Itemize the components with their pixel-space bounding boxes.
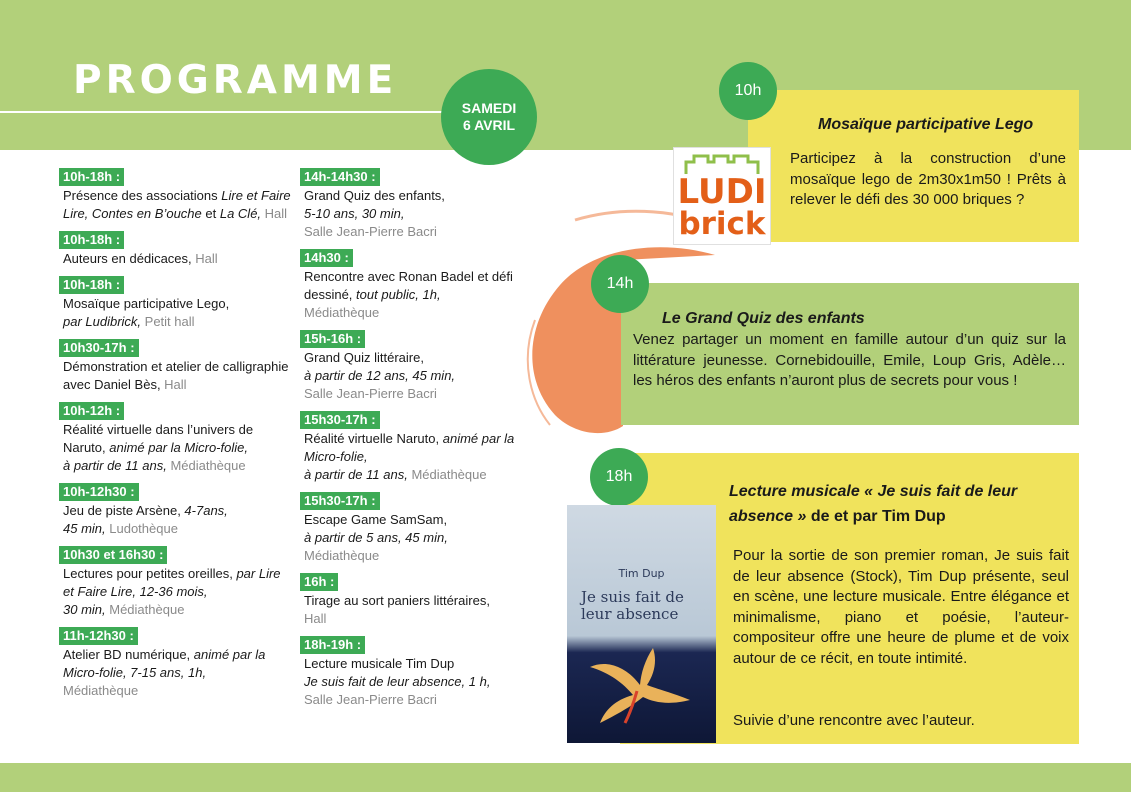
program-item xyxy=(59,276,294,331)
program-text: 5-10 ans, 30 min, xyxy=(304,206,405,221)
program-text: 4-7ans, xyxy=(184,503,228,518)
program-item xyxy=(300,573,515,628)
program-description xyxy=(59,250,294,268)
program-text: Mosaïque participative Lego, xyxy=(63,296,230,311)
quiz-text: Venez partager un moment en famille autour d’un quiz sur la littérature jeunesse. Cornebidouille, Emile, Loup Gris, Adèle… les héros des enfants n’auront plus de secrets pour vous ! xyxy=(633,331,1066,389)
program-description xyxy=(59,421,294,475)
program-text: Réalité virtuelle dans l’univers de Naruto, xyxy=(63,422,254,455)
program-time-badge: 15h30-17h : xyxy=(300,492,380,510)
reading-title xyxy=(729,479,1059,529)
logo-word-brick: brick xyxy=(678,206,766,242)
program-time-badge: 10h-12h : xyxy=(59,402,124,420)
lego-title: Mosaïque participative Lego xyxy=(818,116,1034,133)
program-time-badge: 10h-18h : xyxy=(59,168,124,186)
program-text: Auteurs en dédicaces, xyxy=(63,251,196,266)
program-item xyxy=(59,546,294,619)
program-time-badge: 14h-14h30 : xyxy=(300,168,380,186)
program-place: Petit hall xyxy=(144,314,195,329)
book-author: Tim Dup xyxy=(618,567,665,580)
program-place: Médiathèque xyxy=(304,548,380,563)
program-text: Lire et Faire Lire, Contes en B’ouche xyxy=(63,188,291,221)
program-time-badge: 18h-19h : xyxy=(300,636,365,654)
program-item xyxy=(59,402,294,475)
program-text: et xyxy=(201,206,220,221)
bird-illustration xyxy=(585,645,695,725)
hour-badge-18h: 18h xyxy=(590,448,648,506)
program-text: Grand Quiz des enfants, xyxy=(304,188,445,203)
program-place: Hall xyxy=(164,377,187,392)
program-item xyxy=(59,168,294,223)
quiz-title: Le Grand Quiz des enfants xyxy=(662,310,865,327)
book-title: Je suis fait de leur absence xyxy=(581,588,684,623)
program-place: Médiathèque xyxy=(411,467,487,482)
program-description xyxy=(59,646,294,700)
program-place: Salle Jean-Pierre Bacri xyxy=(304,224,437,239)
program-item xyxy=(59,339,294,394)
program-time-badge: 10h30 et 16h30 : xyxy=(59,546,167,564)
program-place: Hall xyxy=(261,206,288,221)
date-day: SAMEDI xyxy=(461,100,517,116)
program-description xyxy=(59,502,294,538)
program-text: Démonstration et atelier de calligraphie avec Daniel Bès, xyxy=(63,359,289,392)
program-text: Jeu de piste Arsène, xyxy=(63,503,185,518)
title-rule xyxy=(0,111,445,113)
program-text: à partir de 12 ans, 45 min, xyxy=(304,368,456,383)
program-time-badge: 15h-16h : xyxy=(300,330,365,348)
program-time-badge: 10h-18h : xyxy=(59,276,124,294)
program-text: animé par la Micro-folie, xyxy=(109,440,248,455)
program-place: Médiathèque xyxy=(109,602,185,617)
program-place: Salle Jean-Pierre Bacri xyxy=(304,692,437,707)
program-description xyxy=(59,187,294,223)
program-column-left xyxy=(59,168,294,708)
program-item xyxy=(300,636,515,709)
program-place: Médiathèque xyxy=(63,683,139,698)
program-text: par Lire et Faire Lire, 12-36 mois, xyxy=(63,566,281,599)
reading-title-italic: Lecture musicale « Je suis fait de leur absence » xyxy=(729,483,1018,525)
hour-badge-14h: 14h xyxy=(591,255,649,313)
program-place: Hall xyxy=(195,251,218,266)
program-item xyxy=(59,483,294,538)
program-text: Tirage au sort paniers littéraires, xyxy=(304,593,490,608)
program-place: Médiathèque xyxy=(304,305,380,320)
program-description xyxy=(300,187,515,241)
program-time-badge: 10h-18h : xyxy=(59,231,124,249)
bottom-band xyxy=(0,763,1131,792)
program-text: Je suis fait de leur absence, 1 h, xyxy=(304,674,491,689)
program-text: à partir de 11 ans, xyxy=(63,458,171,473)
program-item xyxy=(300,168,515,241)
program-text: animé par la Micro-folie, 7-15 ans, 1h, xyxy=(63,647,266,680)
program-item xyxy=(300,249,515,322)
program-description xyxy=(59,295,294,331)
program-text: Présence des associations xyxy=(63,188,222,203)
program-column-right xyxy=(300,168,515,717)
program-item xyxy=(59,231,294,268)
program-description xyxy=(300,430,515,484)
program-text: Lecture musicale Tim Dup xyxy=(304,656,455,671)
ludibrick-logo xyxy=(673,147,771,245)
program-text: animé par la Micro-folie, xyxy=(304,431,515,464)
program-text: La Clé, xyxy=(219,206,262,221)
program-item xyxy=(300,492,515,565)
program-place: Ludothèque xyxy=(109,521,178,536)
program-time-badge: 15h30-17h : xyxy=(300,411,380,429)
program-place: Salle Jean-Pierre Bacri xyxy=(304,386,437,401)
date-badge xyxy=(441,69,537,165)
program-text: par Ludibrick, xyxy=(63,314,145,329)
program-time-badge: 16h : xyxy=(300,573,338,591)
program-item xyxy=(300,330,515,403)
program-text: Réalité virtuelle Naruto, xyxy=(304,431,443,446)
program-description xyxy=(300,592,515,628)
hour-badge-10h: 10h xyxy=(719,62,777,120)
program-time-badge: 11h-12h30 : xyxy=(59,627,138,645)
program-item xyxy=(59,627,294,700)
page-title: PROGRAMME xyxy=(73,58,398,103)
reading-title-rest: de et par Tim Dup xyxy=(806,508,946,525)
reading-text: Pour la sortie de son premier roman, Je suis fait de leur absence (Stock), Tim Dup présente, seul en scène, une lecture musicale. Entre élégance et minimalisme, piano et poésie, l’auteur-compositeur offre une heure de plume et de voix autour de ce récit, en toute intimité. xyxy=(733,547,1069,667)
program-text: Escape Game SamSam, xyxy=(304,512,448,527)
program-text: Grand Quiz littéraire, xyxy=(304,350,424,365)
program-text: 30 min, xyxy=(63,602,110,617)
program-text: 45 min, xyxy=(63,521,110,536)
date-month: 6 AVRIL xyxy=(462,117,516,133)
program-time-badge: 10h-12h30 : xyxy=(59,483,139,501)
program-description xyxy=(300,655,515,709)
program-description xyxy=(59,565,294,619)
program-text: tout public, 1h, xyxy=(356,287,441,302)
book-cover xyxy=(567,505,716,743)
lego-text: Participez à la construction d’une mosaïque lego de 2m30x1m50 ! Prêts à relever le défi des 30 000 briques ? xyxy=(790,150,1066,208)
program-text: à partir de 11 ans, xyxy=(304,467,412,482)
program-place: Hall xyxy=(304,611,327,626)
logo-word-ludi: LUDI xyxy=(677,172,767,212)
program-description xyxy=(300,268,515,322)
program-item xyxy=(300,411,515,484)
program-text: Lectures pour petites oreilles, xyxy=(63,566,237,581)
program-description xyxy=(300,511,515,565)
program-text: Atelier BD numérique, xyxy=(63,647,194,662)
program-time-badge: 10h30-17h : xyxy=(59,339,139,357)
program-text: à partir de 5 ans, 45 min, xyxy=(304,530,448,545)
reading-followup: Suivie d’une rencontre avec l’auteur. xyxy=(733,712,975,729)
program-text: Rencontre avec Ronan Badel et défi dessiné, xyxy=(304,269,513,302)
program-time-badge: 14h30 : xyxy=(300,249,353,267)
program-description xyxy=(300,349,515,403)
program-description xyxy=(59,358,294,394)
program-place: Médiathèque xyxy=(170,458,246,473)
